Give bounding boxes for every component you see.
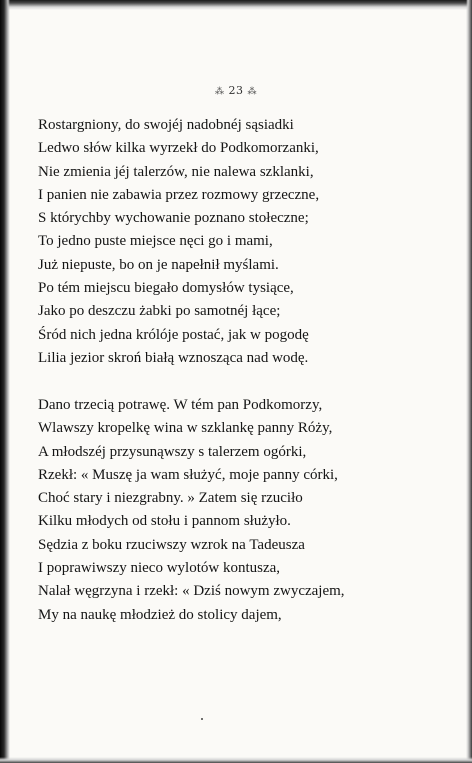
verse-line: A młodszéj przysunąwszy s talerzem ogórki, xyxy=(38,443,307,460)
page-number: 23 xyxy=(228,84,244,97)
stanza-2 xyxy=(38,394,458,627)
scan-edge-bottom xyxy=(0,757,472,763)
scan-edge-top xyxy=(0,0,472,10)
verse-line: Nalał węgrzyna i rzekł: « Dziś nowym zwyczajem, xyxy=(38,583,345,600)
verse-line: Ledwo słów kilka wyrzekł do Podkomorzanki, xyxy=(38,140,319,157)
stanza-1 xyxy=(38,114,458,370)
scan-edge-left xyxy=(0,0,10,763)
verse-line: Po tém miejscu biegało domysłów tysiące, xyxy=(38,280,294,297)
verse-line: My na naukę młodzież do stolicy dajem, xyxy=(38,606,282,623)
verse-line: Wlawszy kropelkę wina w szklankę panny Róży, xyxy=(38,420,333,437)
verse-line: Sędzia z boku rzuciwszy wzrok na Tadeusza xyxy=(38,536,305,553)
verse-line: Śród nich jedna królóje postać, jak w pogodę xyxy=(38,326,309,343)
verse-line: S którychby wychowanie poznano stołeczne; xyxy=(38,210,309,227)
ornament-left: ⁂ xyxy=(215,87,225,97)
verse-line: Jako po deszczu żabki po samotnéj łące; xyxy=(38,303,281,320)
verse-line: Dano trzecią potrawę. W tém pan Podkomorzy, xyxy=(38,397,323,413)
verse-line: Kilku młodych od stołu i pannom służyło. xyxy=(38,513,291,530)
ornament-right: ⁂ xyxy=(247,87,257,97)
verse-line: Rzekł: « Muszę ja wam służyć, moje panny córki, xyxy=(38,466,338,483)
verse-line: Nie zmienia jéj talerzów, nie nalewa szklanki, xyxy=(38,163,314,180)
verse-line: To jedno puste miejsce nęci go i mami, xyxy=(38,233,273,250)
verse-line: Lilia jezior skroń białą wznosząca nad wodę. xyxy=(38,349,309,366)
scan-edge-right xyxy=(466,0,472,763)
verse-line: Już niepuste, bo on je napełnił myślami. xyxy=(38,256,279,273)
verse-line: I poprawiwszy nieco wylotów kontusza, xyxy=(38,560,281,577)
verse-line: I panien nie zabawia przez rozmowy grzeczne, xyxy=(38,186,320,203)
ink-speck xyxy=(201,718,203,720)
verse-line: Choć stary i niezgrabny. » Zatem się rzuciło xyxy=(38,490,303,507)
verse-line: Rostargniony, do swojéj nadobnéj sąsiadki xyxy=(38,117,294,133)
page-header xyxy=(0,84,472,97)
